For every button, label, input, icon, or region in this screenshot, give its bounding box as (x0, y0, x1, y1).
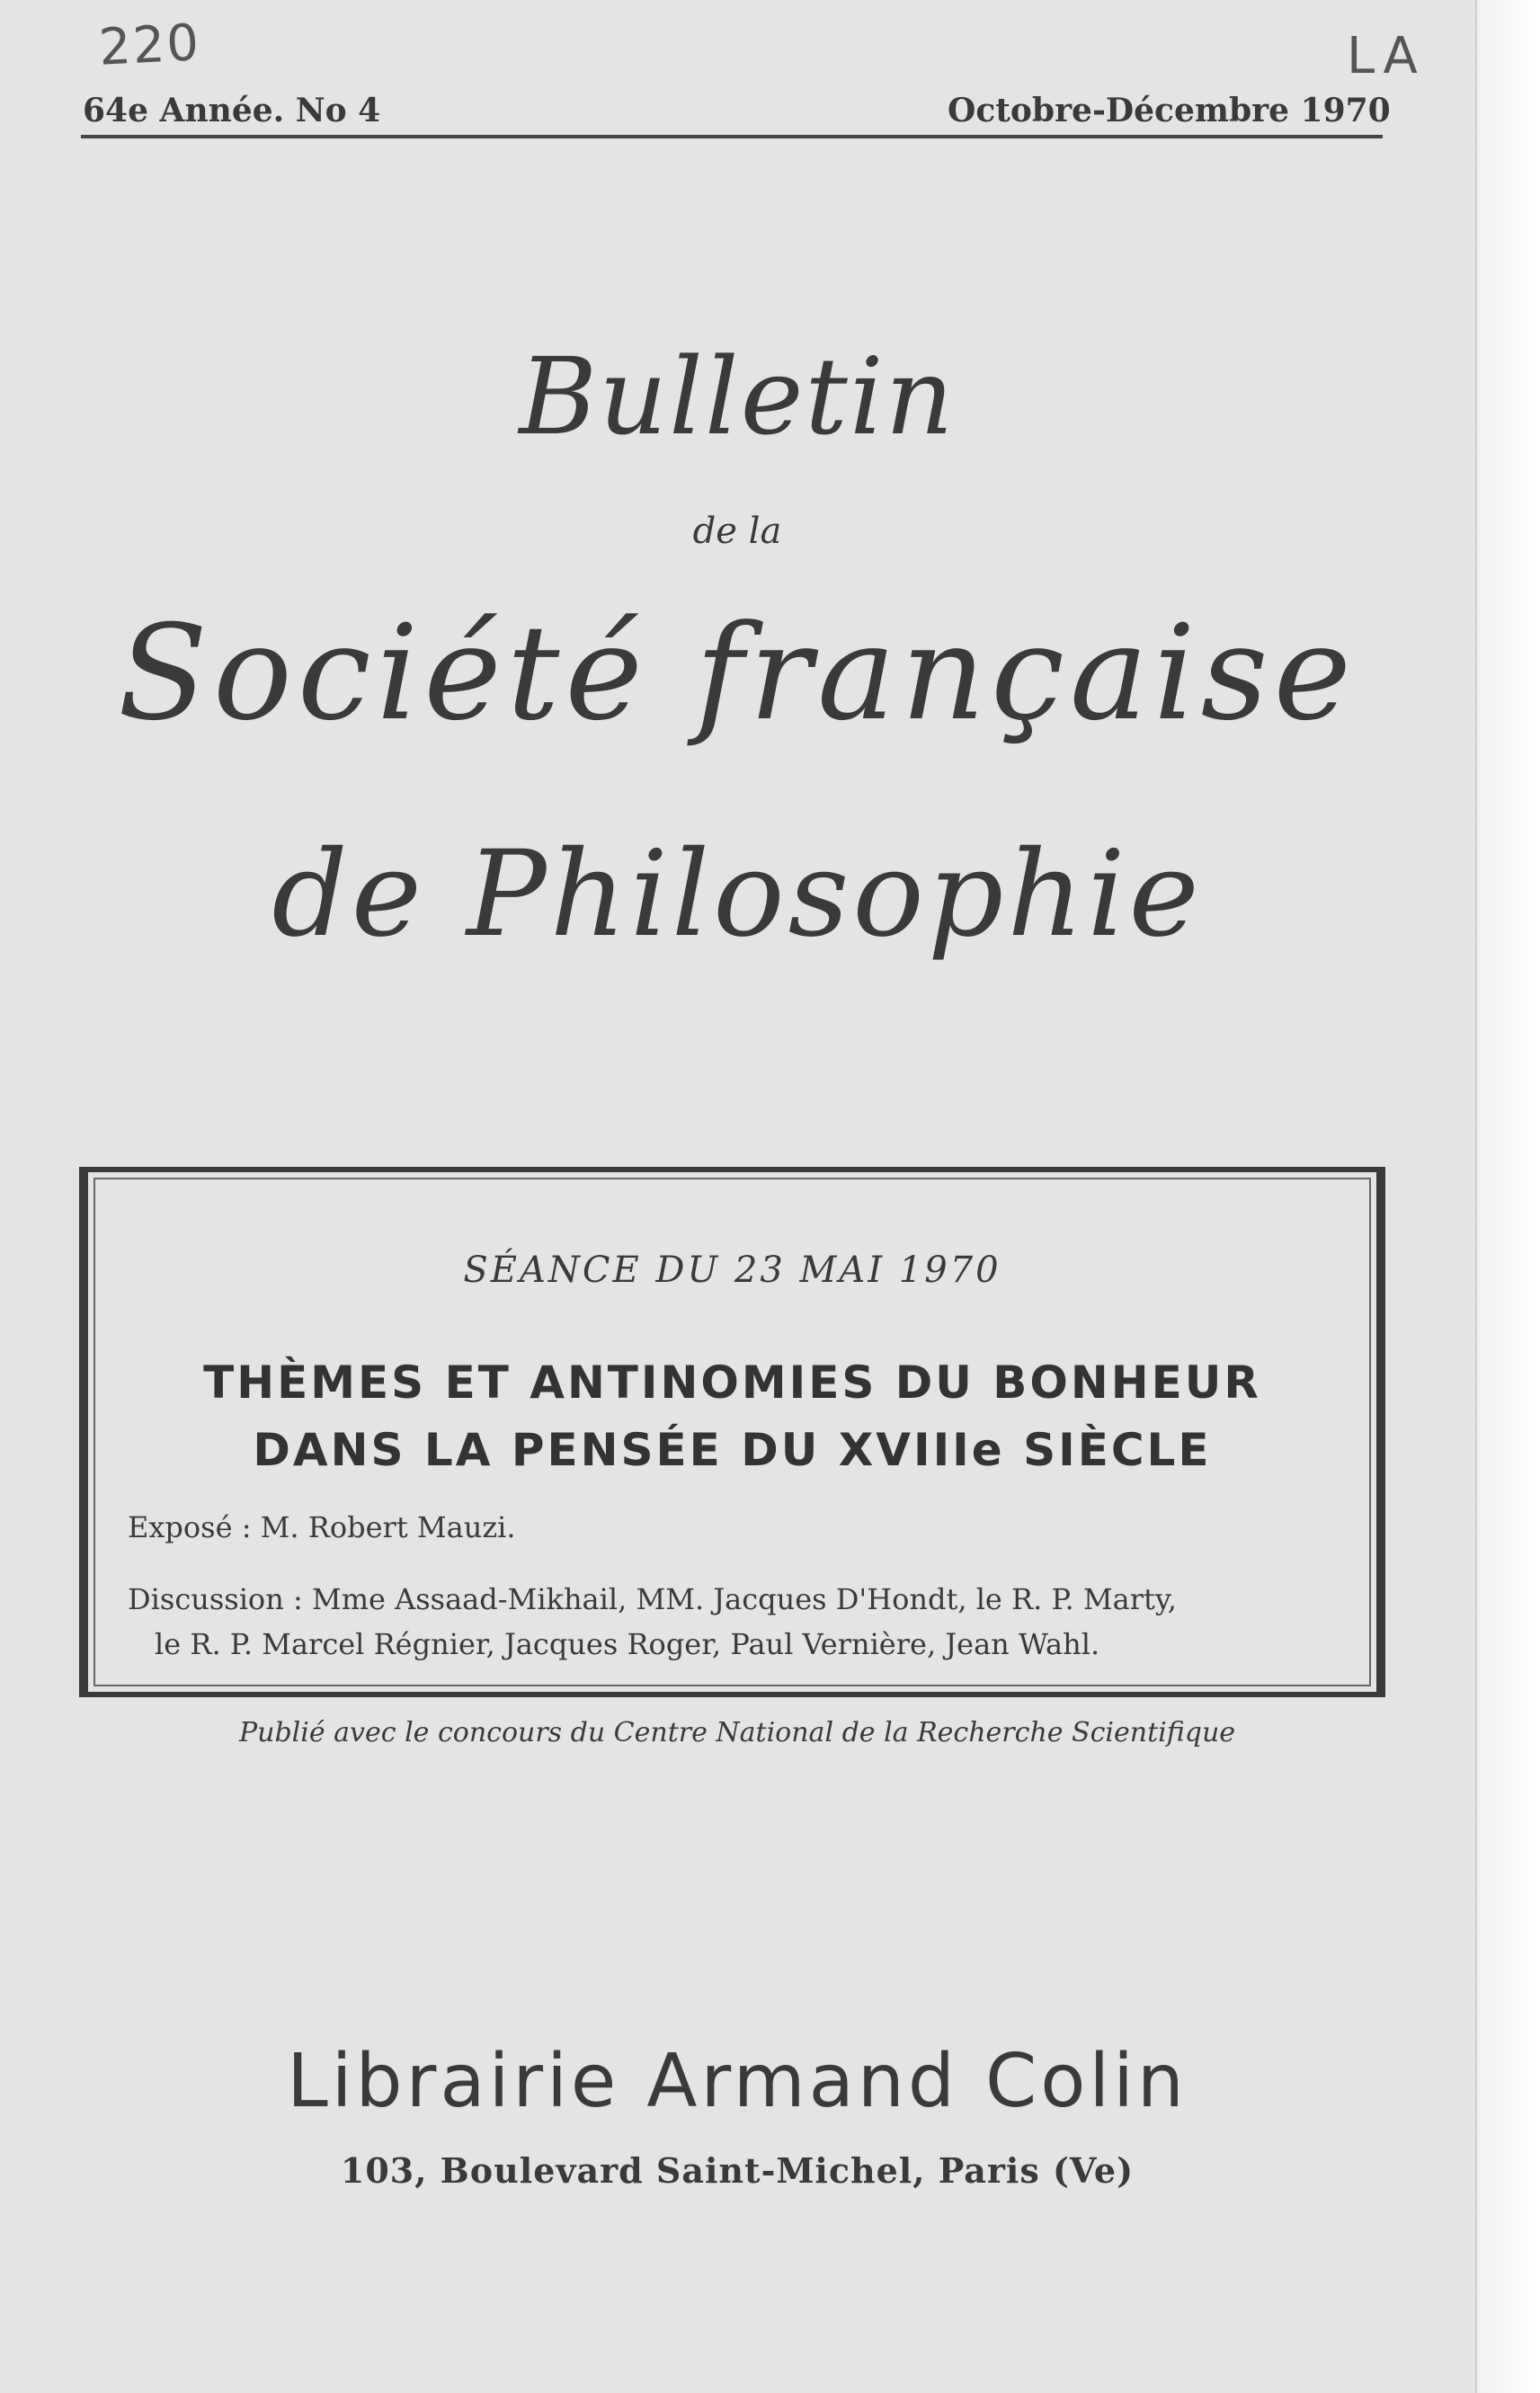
discussion-participants (128, 1577, 1341, 1667)
publication-credit: Publié avec le concours du Centre National de la Recherche Scientifique (238, 1717, 1236, 1748)
title-de-philosophie: de Philosophie (272, 825, 1203, 964)
expose-speaker: Exposé : M. Robert Mauzi. (128, 1510, 516, 1544)
title-de-la: de la (692, 511, 782, 552)
seance-box (79, 1167, 1385, 1697)
handwritten-note-top-left: 220 (97, 13, 202, 77)
header-rule (81, 135, 1383, 138)
publisher-address: 103, Boulevard Saint-Michel, Paris (Ve) (340, 2150, 1135, 2191)
theme-title-line-1: THÈMES ET ANTINOMIES DU BONHEUR (203, 1357, 1261, 1409)
theme-title-line-2: DANS LA PENSÉE DU XVIIIe SIÈCLE (253, 1424, 1212, 1476)
publisher-name: Librairie Armand Colin (287, 2039, 1188, 2124)
issue-number: 64e Année. No 4 (83, 92, 381, 129)
discussion-line-1: Discussion : Mme Assaad-Mikhail, MM. Jacques D'Hondt, le R. P. Marty, (128, 1582, 1177, 1616)
page-edge-strip (1475, 0, 1540, 2393)
handwritten-note-top-right: LA (1347, 27, 1425, 85)
seance-date: SÉANCE DU 23 MAI 1970 (463, 1250, 1001, 1291)
discussion-line-2: le R. P. Marcel Régnier, Jacques Roger, Paul Vernière, Jean Wahl. (155, 1627, 1100, 1661)
issue-period: Octobre-Décembre 1970 (948, 92, 1391, 129)
title-societe-francaise: Société française (117, 597, 1357, 750)
title-bulletin: Bulletin (519, 334, 956, 458)
